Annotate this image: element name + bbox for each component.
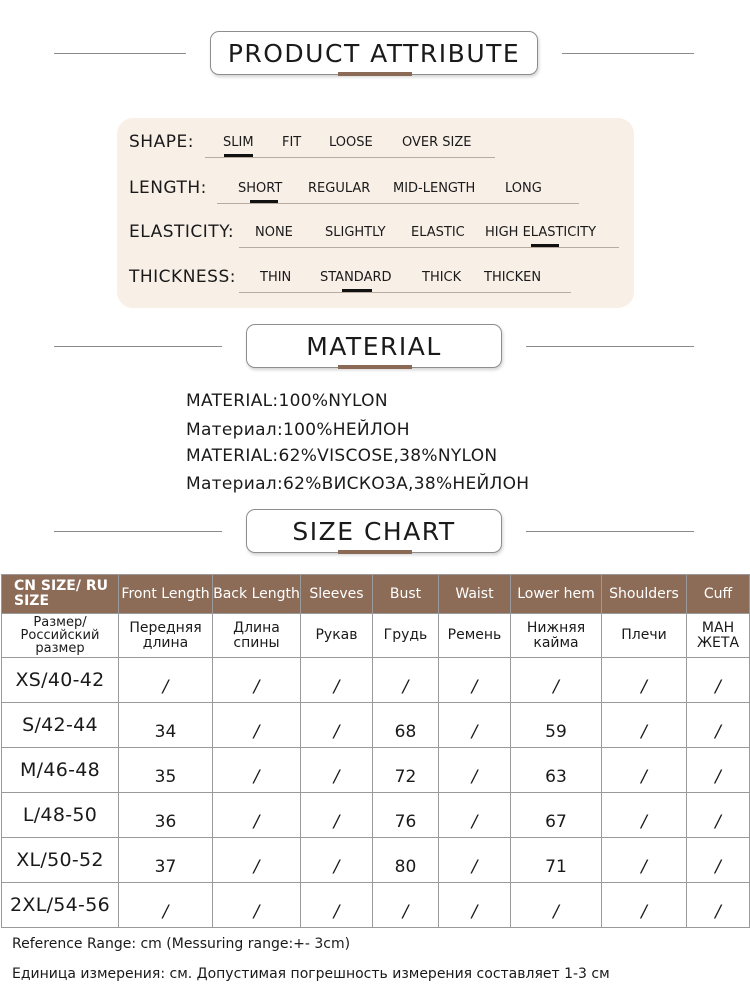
attr-label: SHAPE: (129, 132, 194, 152)
measurement-cell: / (301, 838, 373, 883)
measurement-cell: / (687, 883, 750, 928)
measurement-cell: 34 (119, 703, 213, 748)
attr-option: THIN (260, 270, 292, 285)
measurement-cell: / (213, 703, 301, 748)
reference-note-en: Reference Range: cm (Messuring range:+- 3cm) (12, 936, 351, 952)
header-cell: Нижняя кайма (511, 614, 602, 658)
measurement-cell: 71 (511, 838, 602, 883)
attr-option: MID-LENGTH (393, 181, 476, 196)
measurement-cell: 72 (373, 748, 439, 793)
attr-option: LOOSE (329, 135, 373, 150)
attr-underline (217, 203, 579, 204)
size-label-cell: XS/40-42 (2, 658, 119, 703)
header-cell: Размер/ Российский размер (2, 614, 119, 658)
measurement-cell: 76 (373, 793, 439, 838)
accent-bar (338, 550, 412, 554)
size-label-cell: S/42-44 (2, 703, 119, 748)
size-label-cell: XL/50-52 (2, 838, 119, 883)
attr-underline (239, 247, 619, 248)
attribute-panel (117, 118, 634, 308)
measurement-cell: / (602, 793, 687, 838)
attr-label: LENGTH: (129, 178, 207, 198)
measurement-cell: / (602, 883, 687, 928)
header-cell: CN SIZE/ RU SIZE (2, 575, 119, 614)
material-label: MATERIAL: (186, 446, 279, 466)
material-label: MATERIAL: (186, 391, 279, 411)
measurement-cell: / (687, 793, 750, 838)
divider-line (54, 531, 222, 532)
attr-option: FIT (282, 135, 302, 150)
header-cell: Front Length (119, 575, 213, 614)
size-label-cell: L/48-50 (2, 793, 119, 838)
measurement-cell: 80 (373, 838, 439, 883)
measurement-cell: 35 (119, 748, 213, 793)
table-row (2, 703, 750, 748)
measurement-cell: / (373, 658, 439, 703)
measurement-cell: / (439, 658, 511, 703)
measurement-cell: / (511, 883, 602, 928)
attr-option: SLIM (223, 135, 254, 150)
table-header-en (2, 575, 750, 614)
measurement-cell: / (511, 658, 602, 703)
table-row (2, 883, 750, 928)
measurement-cell: 63 (511, 748, 602, 793)
material-label: Материал: (186, 474, 283, 494)
header-cell: Грудь (373, 614, 439, 658)
divider-line (526, 346, 694, 347)
attr-option: LONG (505, 181, 542, 196)
material-line (186, 446, 497, 466)
accent-bar (338, 72, 412, 76)
attr-option: SHORT (238, 181, 283, 196)
measurement-cell: / (301, 703, 373, 748)
table-row (2, 838, 750, 883)
measurement-cell: / (439, 793, 511, 838)
header-cell: Ремень (439, 614, 511, 658)
measurement-cell: / (439, 838, 511, 883)
material-value: 62%VISCOSE,38%NYLON (278, 446, 498, 466)
attr-underline (239, 292, 571, 293)
measurement-cell: / (213, 748, 301, 793)
measurement-cell: 59 (511, 703, 602, 748)
reference-note-ru: Единица измерения: см. Допустимая погрешность измерения составляет 1-3 см (12, 966, 610, 982)
header-cell: Waist (439, 575, 511, 614)
header-cell: Передняя длина (119, 614, 213, 658)
measurement-cell: / (119, 883, 213, 928)
size-chart-table (1, 574, 750, 928)
measurement-cell: / (213, 883, 301, 928)
attr-underline (205, 157, 495, 158)
attr-option: OVER SIZE (402, 135, 472, 150)
measurement-cell: / (213, 658, 301, 703)
selected-marker (250, 200, 278, 203)
section-header-attribute (0, 31, 750, 77)
header-cell: Sleeves (301, 575, 373, 614)
header-cell: Рукав (301, 614, 373, 658)
measurement-cell: / (301, 883, 373, 928)
attr-row-length (117, 176, 634, 206)
material-value: 100%НЕЙЛОН (283, 420, 410, 440)
selected-marker (224, 154, 253, 157)
measurement-cell: / (602, 658, 687, 703)
attr-row-thickness (117, 265, 634, 295)
attr-row-shape (117, 130, 634, 160)
divider-line (54, 53, 186, 54)
selected-marker (342, 289, 372, 292)
measurement-cell: / (439, 883, 511, 928)
measurement-cell: 68 (373, 703, 439, 748)
measurement-cell: / (687, 703, 750, 748)
attr-option: REGULAR (308, 181, 371, 196)
divider-line (54, 346, 222, 347)
measurement-cell: / (301, 748, 373, 793)
section-title: MATERIAL (246, 324, 502, 368)
attr-option: THICKEN (484, 270, 542, 285)
material-line (186, 474, 529, 494)
measurement-cell: / (687, 748, 750, 793)
measurement-cell: / (439, 703, 511, 748)
measurement-cell: / (301, 658, 373, 703)
size-label-cell: 2XL/54-56 (2, 883, 119, 928)
measurement-cell: / (373, 883, 439, 928)
material-label: Материал: (186, 420, 283, 440)
header-cell: Back Length (213, 575, 301, 614)
measurement-cell: / (439, 748, 511, 793)
header-cell: Cuff (687, 575, 750, 614)
table-row (2, 748, 750, 793)
attr-option: SLIGHTLY (325, 225, 386, 240)
measurement-cell: / (602, 703, 687, 748)
material-value: 100%NYLON (278, 391, 388, 411)
attr-row-elasticity (117, 220, 634, 250)
attr-label: ELASTICITY: (129, 222, 235, 242)
section-title: SIZE CHART (246, 509, 502, 553)
attr-option: STANDARD (320, 270, 392, 285)
header-cell: Bust (373, 575, 439, 614)
measurement-cell: 36 (119, 793, 213, 838)
measurement-cell: 37 (119, 838, 213, 883)
material-value: 62%ВИСКОЗА,38%НЕЙЛОН (283, 474, 530, 494)
attr-option: ELASTIC (411, 225, 465, 240)
header-cell: Длина спины (213, 614, 301, 658)
section-title: PRODUCT ATTRIBUTE (210, 31, 538, 75)
divider-line (562, 53, 694, 54)
measurement-cell: / (687, 658, 750, 703)
attr-label: THICKNESS: (129, 267, 236, 287)
header-cell: Shoulders (602, 575, 687, 614)
measurement-cell: 67 (511, 793, 602, 838)
measurement-cell: / (687, 838, 750, 883)
attr-option: THICK (422, 270, 462, 285)
header-cell: Lower hem (511, 575, 602, 614)
material-line (186, 420, 410, 440)
divider-line (526, 531, 694, 532)
table-row (2, 658, 750, 703)
size-label-cell: M/46-48 (2, 748, 119, 793)
section-header-size-chart (0, 509, 750, 555)
table-row (2, 793, 750, 838)
measurement-cell: / (213, 793, 301, 838)
measurement-cell: / (301, 793, 373, 838)
header-cell: МАН ЖЕТА (687, 614, 750, 658)
section-header-material (0, 324, 750, 370)
measurement-cell: / (213, 838, 301, 883)
measurement-cell: / (602, 748, 687, 793)
accent-bar (338, 365, 412, 369)
measurement-cell: / (602, 838, 687, 883)
material-line (186, 391, 388, 411)
selected-marker (531, 244, 559, 247)
attr-option: NONE (255, 225, 293, 240)
measurement-cell: / (119, 658, 213, 703)
header-cell: Плечи (602, 614, 687, 658)
table-header-ru (2, 614, 750, 658)
attr-option: HIGH ELASTICITY (485, 225, 597, 240)
